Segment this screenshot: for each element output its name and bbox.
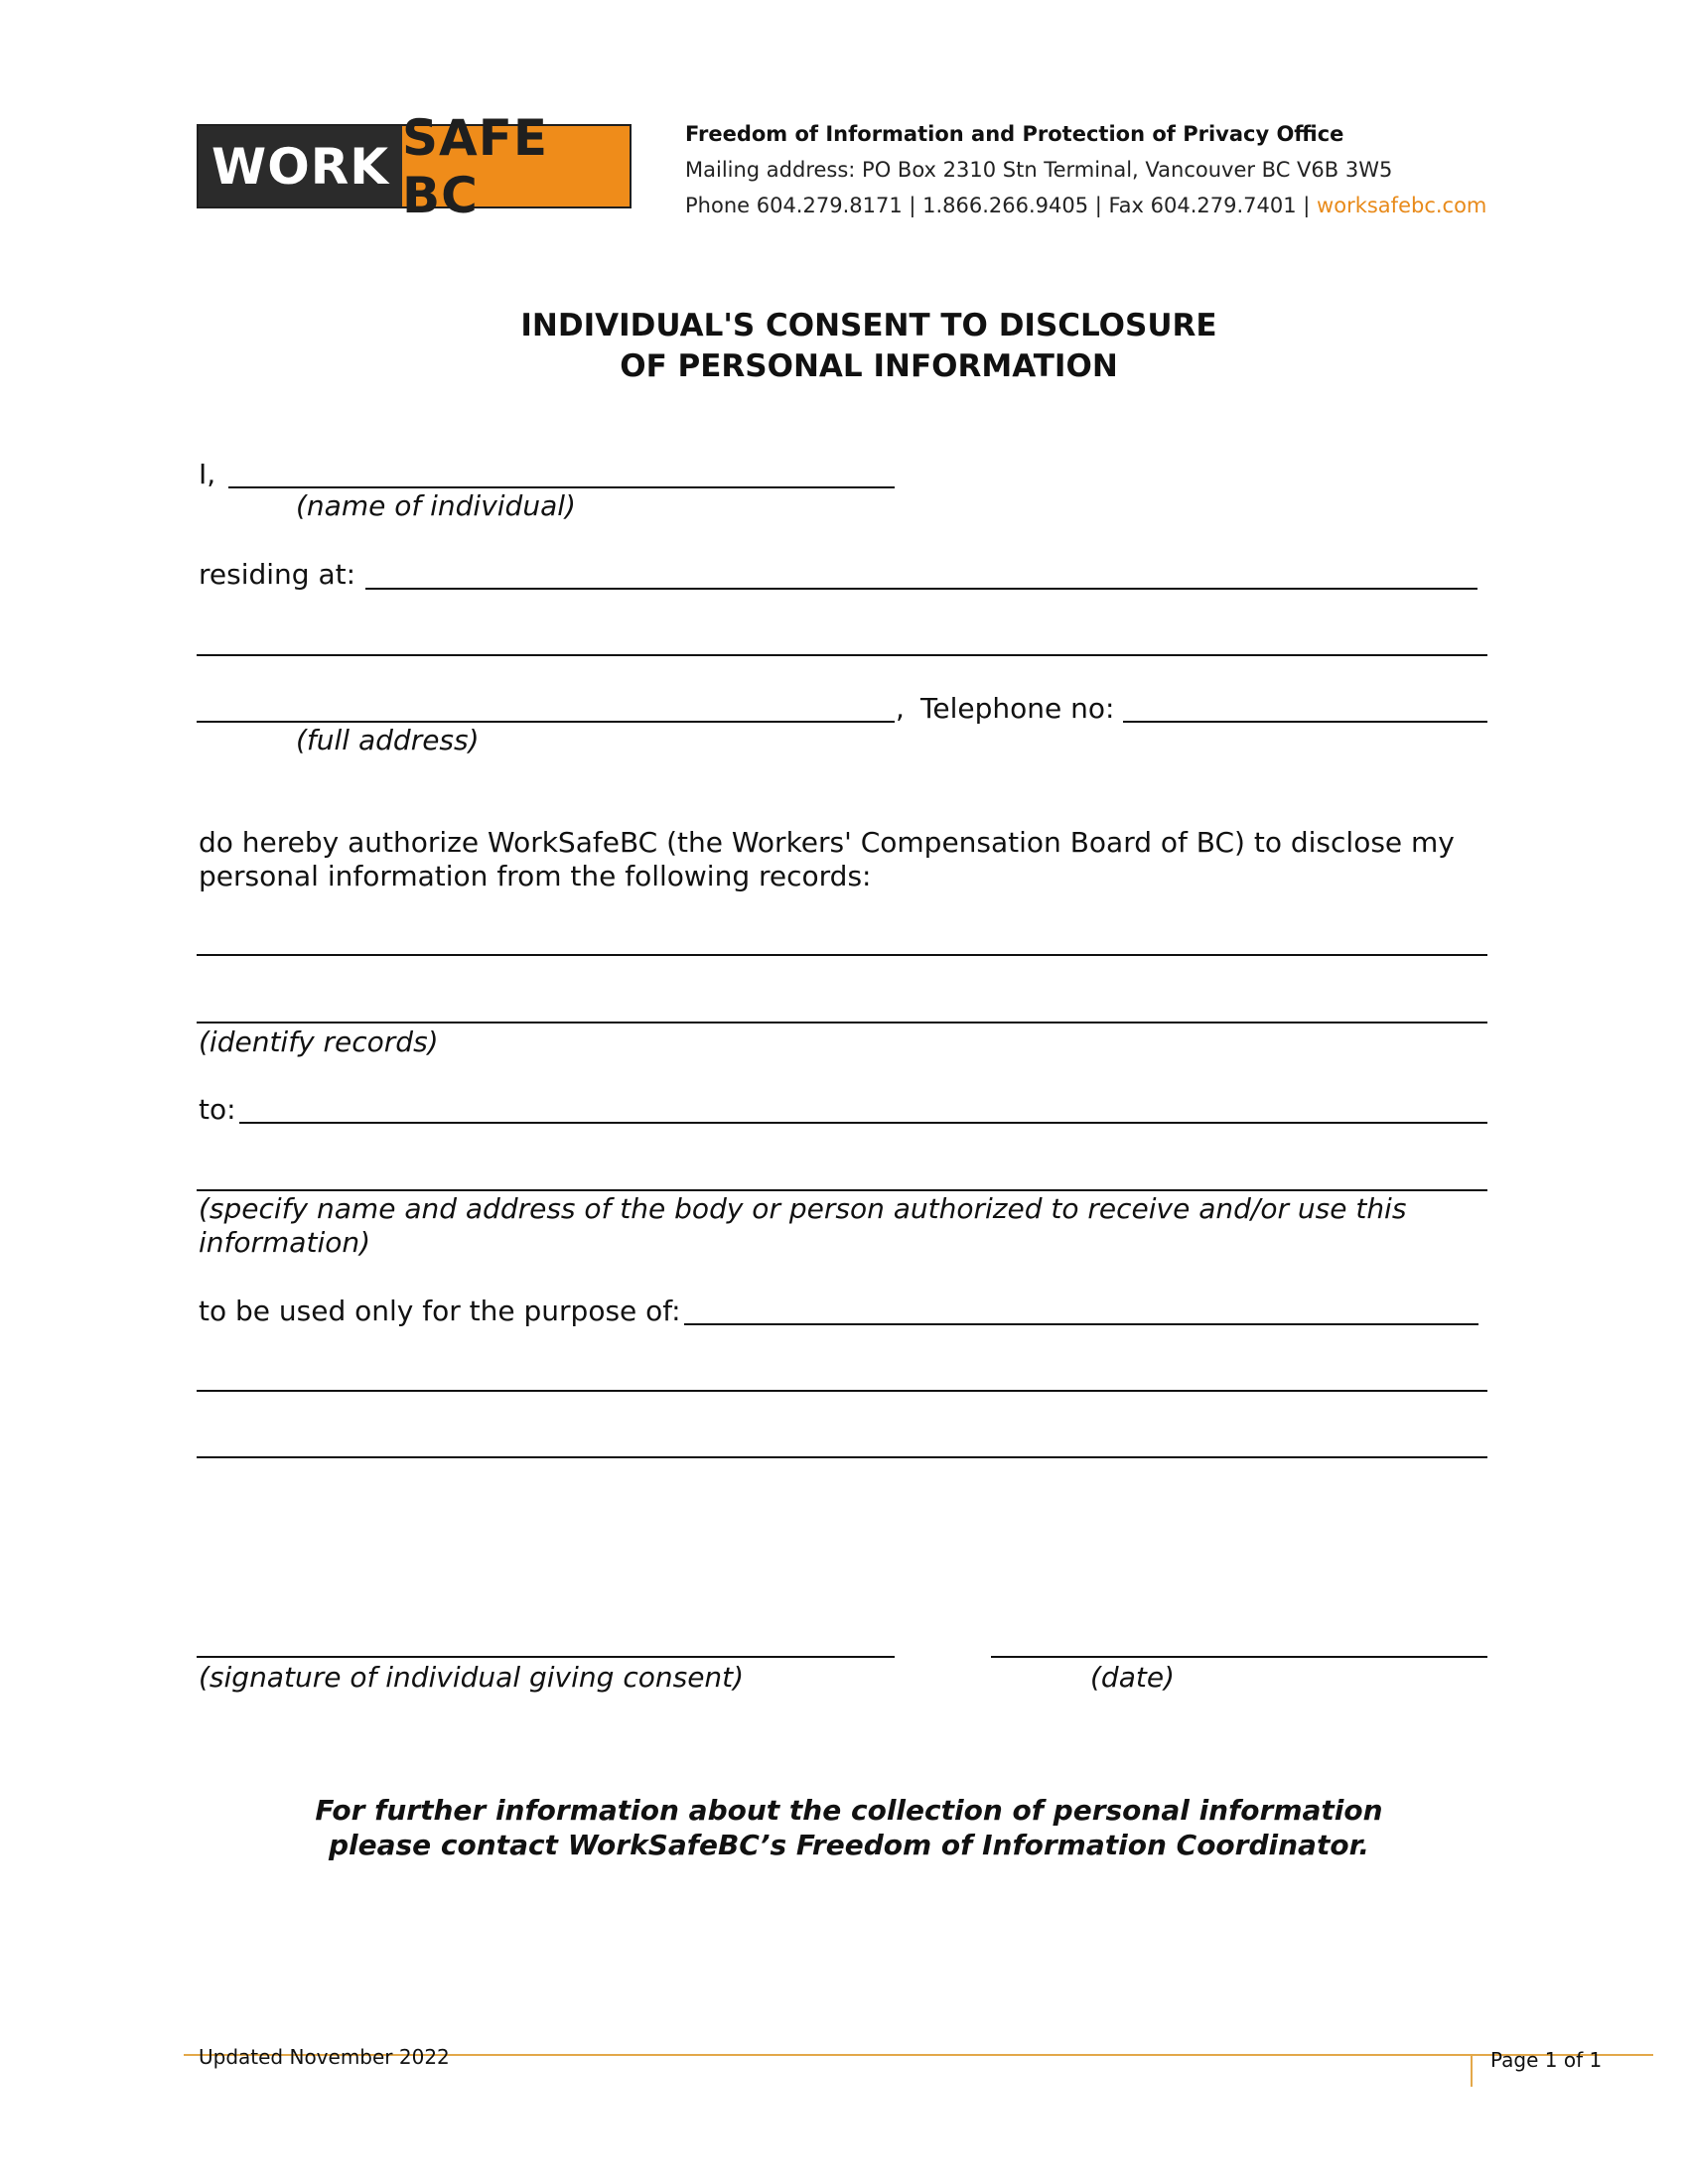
purpose-field-1[interactable] [684,1323,1478,1325]
signature-field[interactable] [197,1656,895,1658]
purpose-field-3[interactable] [197,1456,1487,1458]
mailing-address: Mailing address: PO Box 2310 Stn Terminal, Vancouver BC V6B 3W5 [685,158,1393,182]
records-hint: (identify records) [199,1025,439,1058]
recipient-hint-line1: (specify name and address of the body or person authorized to receive and/or use this [199,1192,1407,1225]
i-label: I, [199,458,216,490]
recipient-field-2[interactable] [197,1189,1487,1191]
logo-safe-bc-text: SAFE BC [402,126,630,206]
recipient-field-1[interactable] [239,1122,1487,1124]
page-number: Page 1 of 1 [1490,2048,1603,2072]
date-field[interactable] [991,1656,1487,1658]
comma: , [896,692,905,725]
purpose-label: to be used only for the purpose of: [199,1295,681,1327]
authorize-text-line2: personal information from the following records: [199,860,872,892]
address-hint: (full address) [296,724,480,756]
phone-fax-line [685,188,1486,223]
office-name: Freedom of Information and Protection of Privacy Office [685,122,1344,146]
logo-work-text: WORK [199,126,402,206]
signature-hint: (signature of individual giving consent) [199,1661,745,1694]
telephone-label: Telephone no: [920,692,1115,725]
worksafebc-logo [197,108,632,224]
closing-note-line1: For further information about the collection of personal information [315,1794,1383,1827]
records-field-1[interactable] [197,954,1487,956]
closing-note-line2: please contact WorkSafeBC’s Freedom of Information Coordinator. [328,1829,1370,1861]
name-hint: (name of individual) [296,489,576,522]
footer-divider [1471,2055,1473,2087]
form-title-line1: INDIVIDUAL'S CONSENT TO DISCLOSURE [520,308,1217,343]
recipient-hint-line2: information) [199,1226,371,1259]
date-hint: (date) [1090,1661,1175,1694]
to-label: to: [199,1093,236,1126]
records-field-2[interactable] [197,1022,1487,1024]
phone-numbers: Phone 604.279.8171 | 1.866.266.9405 | Fax 604.279.7401 | [685,194,1318,217]
authorize-text-line1: do hereby authorize WorkSafeBC (the Workers' Compensation Board of BC) to disclose my [199,826,1455,859]
name-field[interactable] [228,486,895,488]
address-field-3[interactable] [197,721,895,723]
purpose-field-2[interactable] [197,1390,1487,1392]
address-field-2[interactable] [197,654,1487,656]
residing-label: residing at: [199,558,356,591]
website-link[interactable]: worksafebc.com [1317,194,1487,217]
telephone-field[interactable] [1123,721,1487,723]
updated-date: Updated November 2022 [199,2045,450,2069]
address-field-1[interactable] [365,588,1477,590]
form-title-line2: OF PERSONAL INFORMATION [620,348,1118,384]
